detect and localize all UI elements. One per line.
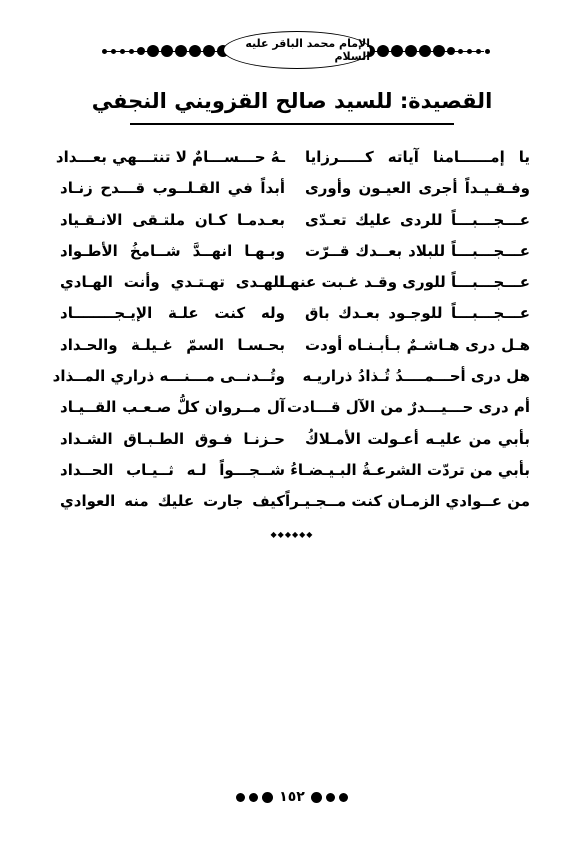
verse-second-hemistich: حـزنـا فـوق الطـبـاق الشـداد xyxy=(60,429,285,448)
verse-row xyxy=(60,492,530,523)
verse-second-hemistich: وتُــدنــى مـــنـــه ذراري المــذاد xyxy=(52,367,285,386)
verse-first-hemistich: من عــوادي الزمـان كنت مــجـيـراً xyxy=(284,492,530,511)
verse-first-hemistich: وفـقـيـداً أجرى العيـون وأورى xyxy=(305,179,530,198)
verse-second-hemistich: بحـسـا السمّ غـيلـة والحـداد xyxy=(60,335,285,354)
verse-first-hemistich: هـل درى هـاشـمٌ بـأبـنـاه أودت xyxy=(305,335,530,354)
verse-second-hemistich: شــجـــواً لـه ثــيـاب الحــداد xyxy=(60,460,285,479)
verse-second-hemistich: للهـدى تهـتـدي وأنت الهـادي xyxy=(60,273,285,292)
poem-body xyxy=(52,148,530,524)
verse-row xyxy=(60,461,530,492)
verse-second-hemistich: كيف جارت عليك منه العوادي xyxy=(60,492,285,511)
verse-second-hemistich: وله كنت علـة الإيـجــــــــاد xyxy=(60,304,285,323)
verse-first-hemistich: عـــجـــبـــاً للردى عليك تعـدّى xyxy=(305,210,530,229)
verse-first-hemistich: بأبي من عليـه أعـولت الأمـلاكُ xyxy=(305,429,530,448)
verse-first-hemistich: عـــجـــبـــاً للوجـود بعـدك باق xyxy=(305,304,530,323)
verse-first-hemistich: بأبي من تردّت الشرعـةُ البـيـضـاءُ xyxy=(290,460,530,479)
verse-row xyxy=(60,242,530,273)
verse-row xyxy=(55,148,530,179)
verse-first-hemistich: عـــجـــبـــاً للبلاد بعــدك قــرّت xyxy=(305,241,530,260)
verse-row xyxy=(60,398,530,429)
page-footer xyxy=(0,786,584,808)
verse-first-hemistich: أم درى حـــيـــدرٌ من الآل قـــادت xyxy=(286,398,530,417)
running-head: الإمام محمد الباقر عليه السلام xyxy=(223,31,371,69)
verse-row xyxy=(60,336,530,367)
verse-second-hemistich: آل مــروان كلُّ صـعـب القــيـاد xyxy=(60,398,285,417)
verse-row xyxy=(60,179,530,210)
page-header xyxy=(0,0,584,90)
verse-row xyxy=(52,367,530,398)
section-ornament: ◆◆◆◆◆◆ xyxy=(270,530,314,539)
verse-second-hemistich: وبـهـا انهــدَّ شــامخُ الأطـواد xyxy=(60,241,285,260)
page-number: ١٥٢ xyxy=(279,789,305,805)
verse-second-hemistich: ـهُ حـــســـامٌ لا تنتـــهي بعـــداد xyxy=(55,148,285,166)
title-underline xyxy=(130,123,454,125)
verse-first-hemistich: يا إمــــــامنا آياته كـــــرزايا xyxy=(305,148,530,166)
verse-first-hemistich: عـــجـــبـــاً للورى وقـد غـبت عنهـا xyxy=(279,273,530,292)
verse-second-hemistich: أبداً في القـلــوب قـــدح زنـاد xyxy=(60,179,285,198)
verse-second-hemistich: بعـدمـا كـان ملتـقى الانـقـياد xyxy=(60,210,285,229)
verse-row xyxy=(60,430,530,461)
verse-row xyxy=(60,304,530,335)
verse-first-hemistich: هل درى أحـــمــــدُ تُـذادُ ذراريـه xyxy=(302,367,530,386)
verse-row xyxy=(60,211,530,242)
poem-title: القصيدة: للسيد صالح القزويني النجفي xyxy=(91,89,493,113)
verse-row xyxy=(60,273,530,304)
